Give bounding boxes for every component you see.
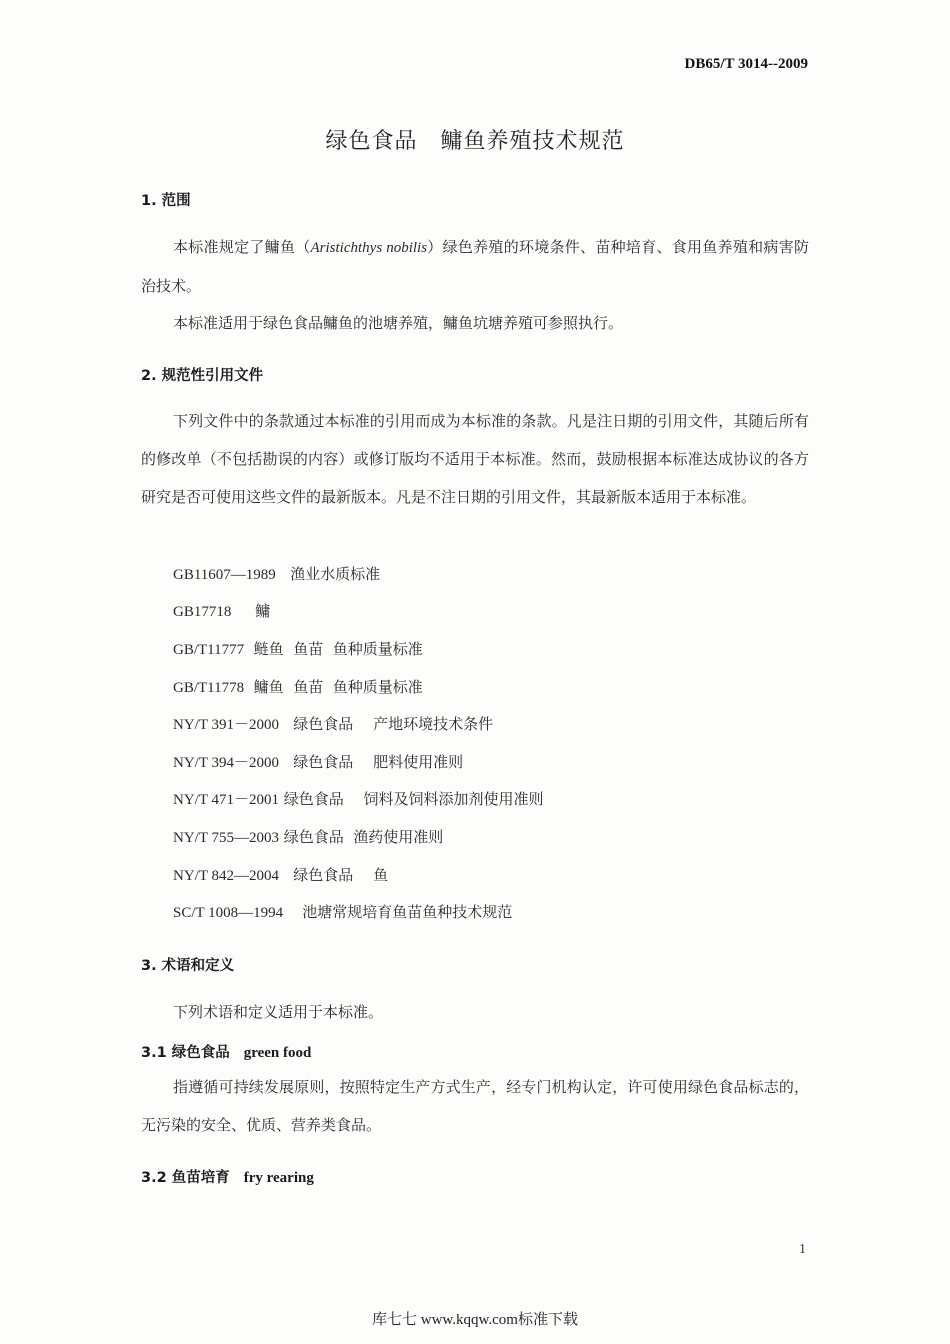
page-number: 1 [799,1242,806,1257]
section-3-heading: 3. 术语和定义 [141,958,235,974]
reference-item: NY/T 394－2000 绿色食品 肥料使用准则 [173,753,464,771]
reference-item: GB11607—1989 渔业水质标准 [173,565,381,583]
reference-item: GB/T11777 鲢鱼 鱼苗 鱼种质量标准 [173,640,423,658]
term-3-1-definition: 指遵循可持续发展原则，按照特定生产方式生产，经专门机构认定，许可使用绿色食品标志的，无污染的安全、优质、营养类食品。 [141,1078,809,1134]
term-3-2-heading: 3.2 鱼苗培育 fry rearing [141,1170,314,1186]
term-3-1-heading: 3.1 绿色食品 green food [141,1045,312,1061]
section-1-paragraph-1 [141,228,809,305]
section-1-paragraph-2: 本标准适用于绿色食品鳙鱼的池塘养殖，鳙鱼坑塘养殖可参照执行。 [173,314,624,332]
s1-p1-post: ）绿色养殖的环境条件、苗种培育、食用鱼养殖和病害防治技术。 [141,238,809,295]
s1-p1-pre: 本标准规定了鳙鱼（ [173,238,311,256]
reference-item: NY/T 391－2000 绿色食品 产地环境技术条件 [173,715,494,733]
section-3-paragraph-1: 下列术语和定义适用于本标准。 [173,1003,384,1021]
footer-watermark: 库七七 www.kqqw.com标准下载 [372,1312,578,1328]
section-2-heading: 2. 规范性引用文件 [141,368,264,384]
document-code: DB65/T 3014--2009 [684,56,808,72]
reference-item: NY/T 755—2003 绿色食品 渔药使用准则 [173,828,444,846]
s1-p1-latin-name: Aristichthys nobilis [310,240,428,256]
section-1-heading: 1. 范围 [141,193,191,209]
reference-item: GB17718 鳙 [173,602,271,620]
reference-item: NY/T 471－2001 绿色食品 饲料及饲料添加剂使用准则 [173,790,544,808]
reference-item: NY/T 842—2004 绿色食品 鱼 [173,866,389,884]
section-2-paragraph-1: 下列文件中的条款通过本标准的引用而成为本标准的条款。凡是注日期的引用文件，其随后所有的修改单（不包括勘误的内容）或修订版均不适用于本标准。然而，鼓励根据本标准达成协议的各方研究是否可使用这些文件的最新版本。凡是不注日期的引用文件，其最新版本适用于本标准。 [141,412,809,506]
reference-item: SC/T 1008—1994 池塘常规培育鱼苗鱼种技术规范 [173,903,513,921]
document-title: 绿色食品 鳙鱼养殖技术规范 [325,129,625,154]
reference-item: GB/T11778 鳙鱼 鱼苗 鱼种质量标准 [173,678,423,696]
